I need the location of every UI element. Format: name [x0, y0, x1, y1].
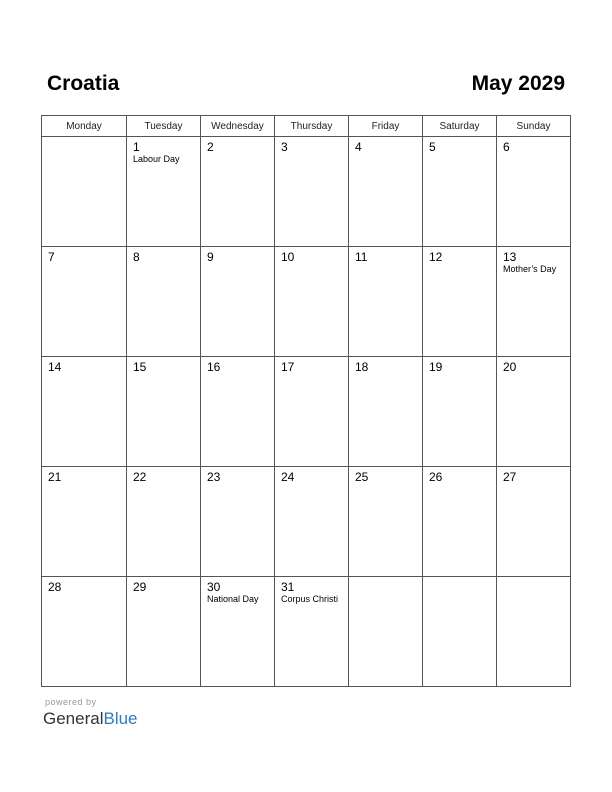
holiday-label: Corpus Christi	[281, 594, 339, 604]
day-cell[interactable]	[349, 357, 423, 467]
day-cell[interactable]	[275, 247, 349, 357]
week-row	[42, 577, 571, 687]
generalblue-logo[interactable]	[43, 708, 138, 730]
day-number: 22	[133, 470, 147, 484]
day-number	[349, 577, 422, 580]
day-number: 1	[133, 140, 140, 154]
brand-general-text: General	[43, 709, 104, 728]
day-cell[interactable]	[201, 467, 275, 577]
weekday-header-thursday: Thursday	[275, 116, 349, 137]
day-cell[interactable]	[423, 357, 497, 467]
day-cell[interactable]	[42, 357, 127, 467]
day-cell[interactable]	[127, 467, 201, 577]
day-cell[interactable]	[275, 357, 349, 467]
weekday-header-monday: Monday	[42, 116, 127, 137]
empty-day-cell	[349, 577, 423, 687]
day-cell[interactable]	[42, 577, 127, 687]
day-cell[interactable]	[201, 137, 275, 247]
day-cell[interactable]	[201, 357, 275, 467]
week-row	[42, 467, 571, 577]
day-number: 4	[355, 140, 362, 154]
day-cell[interactable]	[423, 247, 497, 357]
footer-branding	[43, 697, 138, 730]
day-cell[interactable]	[497, 137, 571, 247]
month-title: May 2029	[471, 72, 565, 95]
day-number: 5	[429, 140, 436, 154]
holiday-label: Mother’s Day	[503, 264, 557, 274]
day-cell[interactable]	[201, 577, 275, 687]
day-cell[interactable]	[349, 467, 423, 577]
calendar-grid	[41, 115, 571, 687]
day-cell[interactable]	[127, 137, 201, 247]
day-cell[interactable]	[127, 247, 201, 357]
day-number: 10	[281, 250, 295, 264]
holiday-label: National Day	[207, 594, 259, 604]
weekday-header-friday: Friday	[349, 116, 423, 137]
day-number	[497, 577, 570, 580]
weekday-header-wednesday: Wednesday	[201, 116, 275, 137]
day-number: 19	[429, 360, 443, 374]
day-number: 14	[48, 360, 62, 374]
day-number: 16	[207, 360, 221, 374]
weekday-header-sunday: Sunday	[497, 116, 571, 137]
day-number: 7	[48, 250, 55, 264]
day-cell[interactable]	[127, 577, 201, 687]
day-cell[interactable]	[127, 357, 201, 467]
day-cell[interactable]	[275, 467, 349, 577]
day-number: 20	[503, 360, 517, 374]
day-cell[interactable]	[423, 467, 497, 577]
holiday-label: Labour Day	[133, 154, 180, 164]
day-number: 29	[133, 580, 147, 594]
week-row	[42, 137, 571, 247]
day-cell[interactable]	[42, 467, 127, 577]
empty-day-cell	[497, 577, 571, 687]
day-number: 13	[503, 250, 517, 264]
day-cell[interactable]	[275, 577, 349, 687]
day-number: 9	[207, 250, 214, 264]
day-number: 3	[281, 140, 288, 154]
day-cell[interactable]	[423, 137, 497, 247]
day-cell[interactable]	[201, 247, 275, 357]
weekday-header-tuesday: Tuesday	[127, 116, 201, 137]
day-number: 21	[48, 470, 62, 484]
day-number: 27	[503, 470, 517, 484]
day-cell[interactable]	[497, 357, 571, 467]
day-cell[interactable]	[275, 137, 349, 247]
day-number: 28	[48, 580, 62, 594]
day-number: 26	[429, 470, 443, 484]
day-number	[423, 577, 496, 580]
day-number: 30	[207, 580, 221, 594]
brand-blue-text: Blue	[103, 709, 138, 728]
country-title: Croatia	[47, 72, 120, 95]
day-number: 15	[133, 360, 147, 374]
day-cell[interactable]	[349, 137, 423, 247]
day-number: 12	[429, 250, 443, 264]
week-row	[42, 247, 571, 357]
day-number: 25	[355, 470, 369, 484]
day-number: 6	[503, 140, 510, 154]
day-number: 31	[281, 580, 295, 594]
day-number: 2	[207, 140, 214, 154]
day-cell[interactable]	[42, 247, 127, 357]
day-number	[42, 137, 126, 140]
day-cell[interactable]	[497, 467, 571, 577]
day-number: 23	[207, 470, 221, 484]
powered-by-label: powered by	[45, 697, 97, 707]
day-number: 8	[133, 250, 140, 264]
weekday-header-row	[42, 116, 571, 137]
week-row	[42, 357, 571, 467]
empty-day-cell	[42, 137, 127, 247]
day-cell[interactable]	[349, 247, 423, 357]
weekday-header-saturday: Saturday	[423, 116, 497, 137]
day-number: 24	[281, 470, 295, 484]
day-number: 18	[355, 360, 369, 374]
day-number: 11	[355, 250, 368, 264]
day-number: 17	[281, 360, 295, 374]
empty-day-cell	[423, 577, 497, 687]
day-cell[interactable]	[497, 247, 571, 357]
